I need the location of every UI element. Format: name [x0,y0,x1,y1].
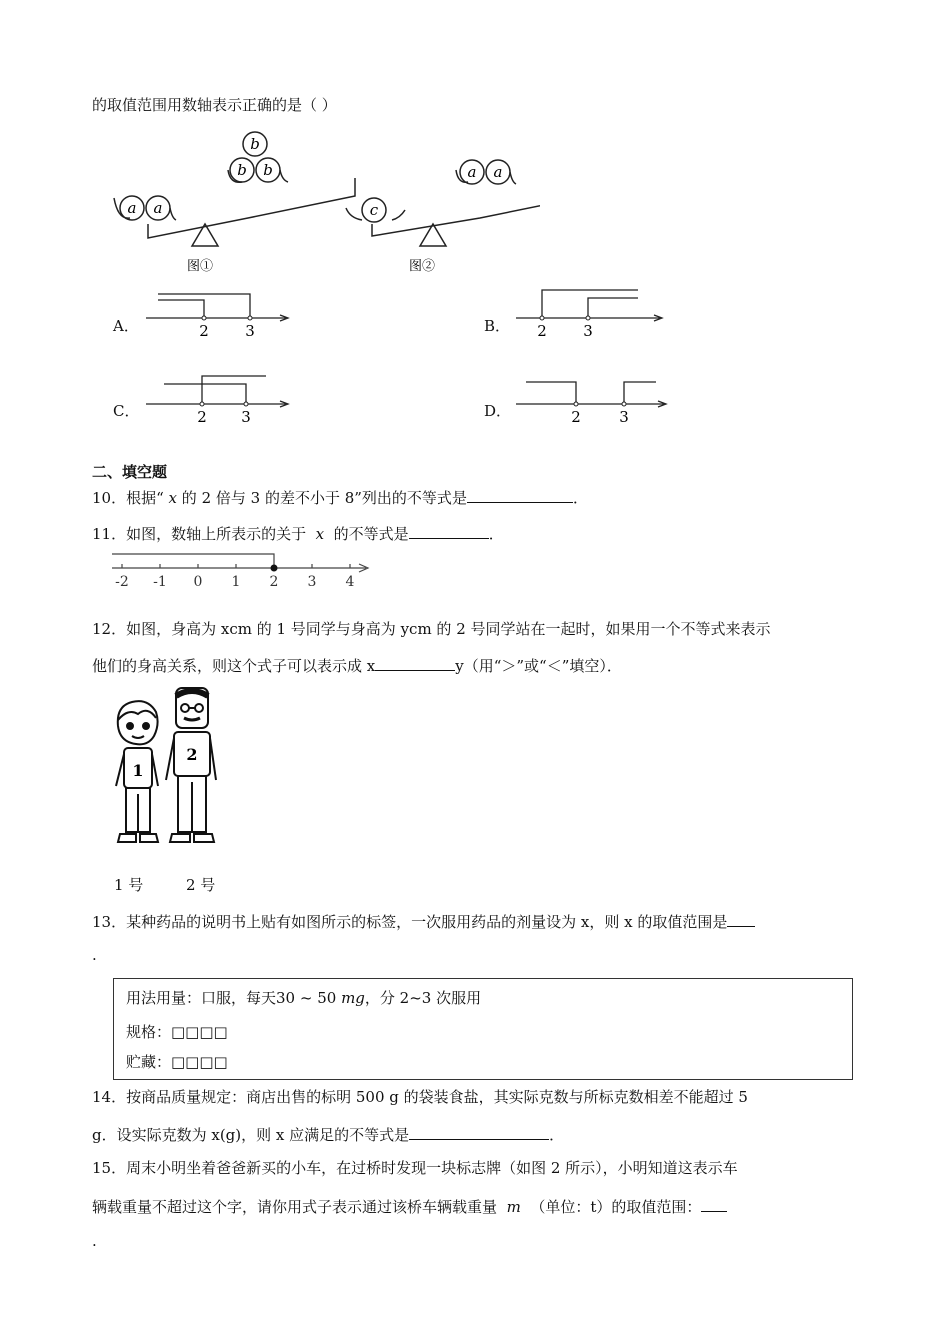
option-c-numberline[interactable] [140,370,300,428]
ball-a-label-3: a [467,163,477,181]
shirt-2-number: 2 [186,745,198,764]
q11-numberline [108,548,378,590]
svg-text:2: 2 [537,322,547,340]
option-b-label[interactable]: B． [484,317,511,335]
svg-text:3: 3 [245,322,255,340]
option-d-label[interactable]: D． [484,402,512,420]
q14-line2: g．设实际克数为 x(g)，则 x 应满足的不等式是 ． [92,1126,565,1144]
option-a-label[interactable]: A． [113,317,139,335]
q11: 11．如图，数轴上所表示的关于 x 的不等式是 ． [92,525,504,543]
fig1-caption: 图① [186,259,214,274]
q12-answer-blank[interactable] [375,656,455,671]
students-illustration [108,684,228,850]
ball-b-label-top: b [250,135,260,153]
tick-label: 1 [231,574,241,590]
tick-label: 0 [193,574,203,590]
svg-text:3: 3 [619,408,629,426]
q13-end: . [92,946,97,964]
q10-answer-blank[interactable] [467,488,573,503]
q15-line1: 15．周末小明坐着爸爸新买的小车，在过桥时发现一块标志牌（如图 2 所示），小明知道这表示车 [92,1159,738,1177]
ball-a-label-1: a [127,199,137,217]
option-d-numberline[interactable] [510,372,670,428]
shirt-1-number: 1 [132,761,144,780]
student-2 [166,688,216,842]
option-c-label[interactable]: C． [113,402,140,420]
tick-label: -2 [115,574,129,590]
q15-answer-blank[interactable] [701,1197,727,1212]
q12-line2: 他们的身高关系，则这个式子可以表示成 x y（用“＞”或“＜”填空）． [92,657,622,675]
svg-text:2: 2 [197,408,207,426]
q13-answer-blank[interactable] [727,912,755,927]
q10: 10．根据“ x 的 2 倍与 3 的差不小于 8”列出的不等式是 ． [92,489,588,507]
medicine-spec: 规格：□□□□ [126,1023,228,1041]
medicine-storage: 贮藏：□□□□ [126,1053,228,1071]
tick-label: 2 [269,574,279,590]
ball-b-label-1: b [237,161,247,179]
svg-text:2: 2 [199,322,209,340]
q12-line1: 12．如图，身高为 xcm 的 1 号同学与身高为 ycm 的 2 号同学站在一起时，如果用一个不等式来表示 [92,620,771,638]
balance-figures [100,128,540,278]
tick-label: -1 [153,574,167,590]
student-1-caption: 1 号 [114,876,144,894]
q9-text: 的取值范围用数轴表示正确的是（ ） [92,96,337,114]
fig2-caption: 图② [408,259,436,274]
option-a-numberline[interactable] [140,288,300,344]
ball-a-label-2: a [153,199,163,217]
svg-text:2: 2 [571,408,581,426]
medicine-label [113,978,853,1080]
svg-text:3: 3 [241,408,251,426]
q14-answer-blank[interactable] [409,1125,549,1140]
section-title: 二、填空题 [92,463,168,481]
balance-figure-1 [114,132,355,246]
q13: 13．某种药品的说明书上贴有如图所示的标签，一次服用药品的剂量设为 x，则 x 的取值范围是 [92,911,755,932]
tick-label: 4 [345,574,355,590]
q15-line2: 辆载重量不超过这个字，请你用式子表示通过该桥车辆载重量 m （单位：t）的取值范围： [92,1196,727,1217]
option-b-numberline[interactable] [510,286,670,344]
ball-c-label: c [369,201,379,219]
medicine-usage: 用法用量：口服，每天30 ~ 50 mg，分 2~3 次服用 [126,989,482,1007]
q15-end: . [92,1232,97,1250]
tick-label: 3 [307,574,317,590]
ball-b-label-2: b [263,161,273,179]
ball-a-label-4: a [493,163,503,181]
q11-answer-blank[interactable] [409,524,489,539]
q14-line1: 14．按商品质量规定：商店出售的标明 500 g 的袋装食盐，其实际克数与所标克数相差不能超过 5 [92,1088,748,1106]
student-2-caption: 2 号 [186,876,216,894]
svg-text:3: 3 [583,322,593,340]
